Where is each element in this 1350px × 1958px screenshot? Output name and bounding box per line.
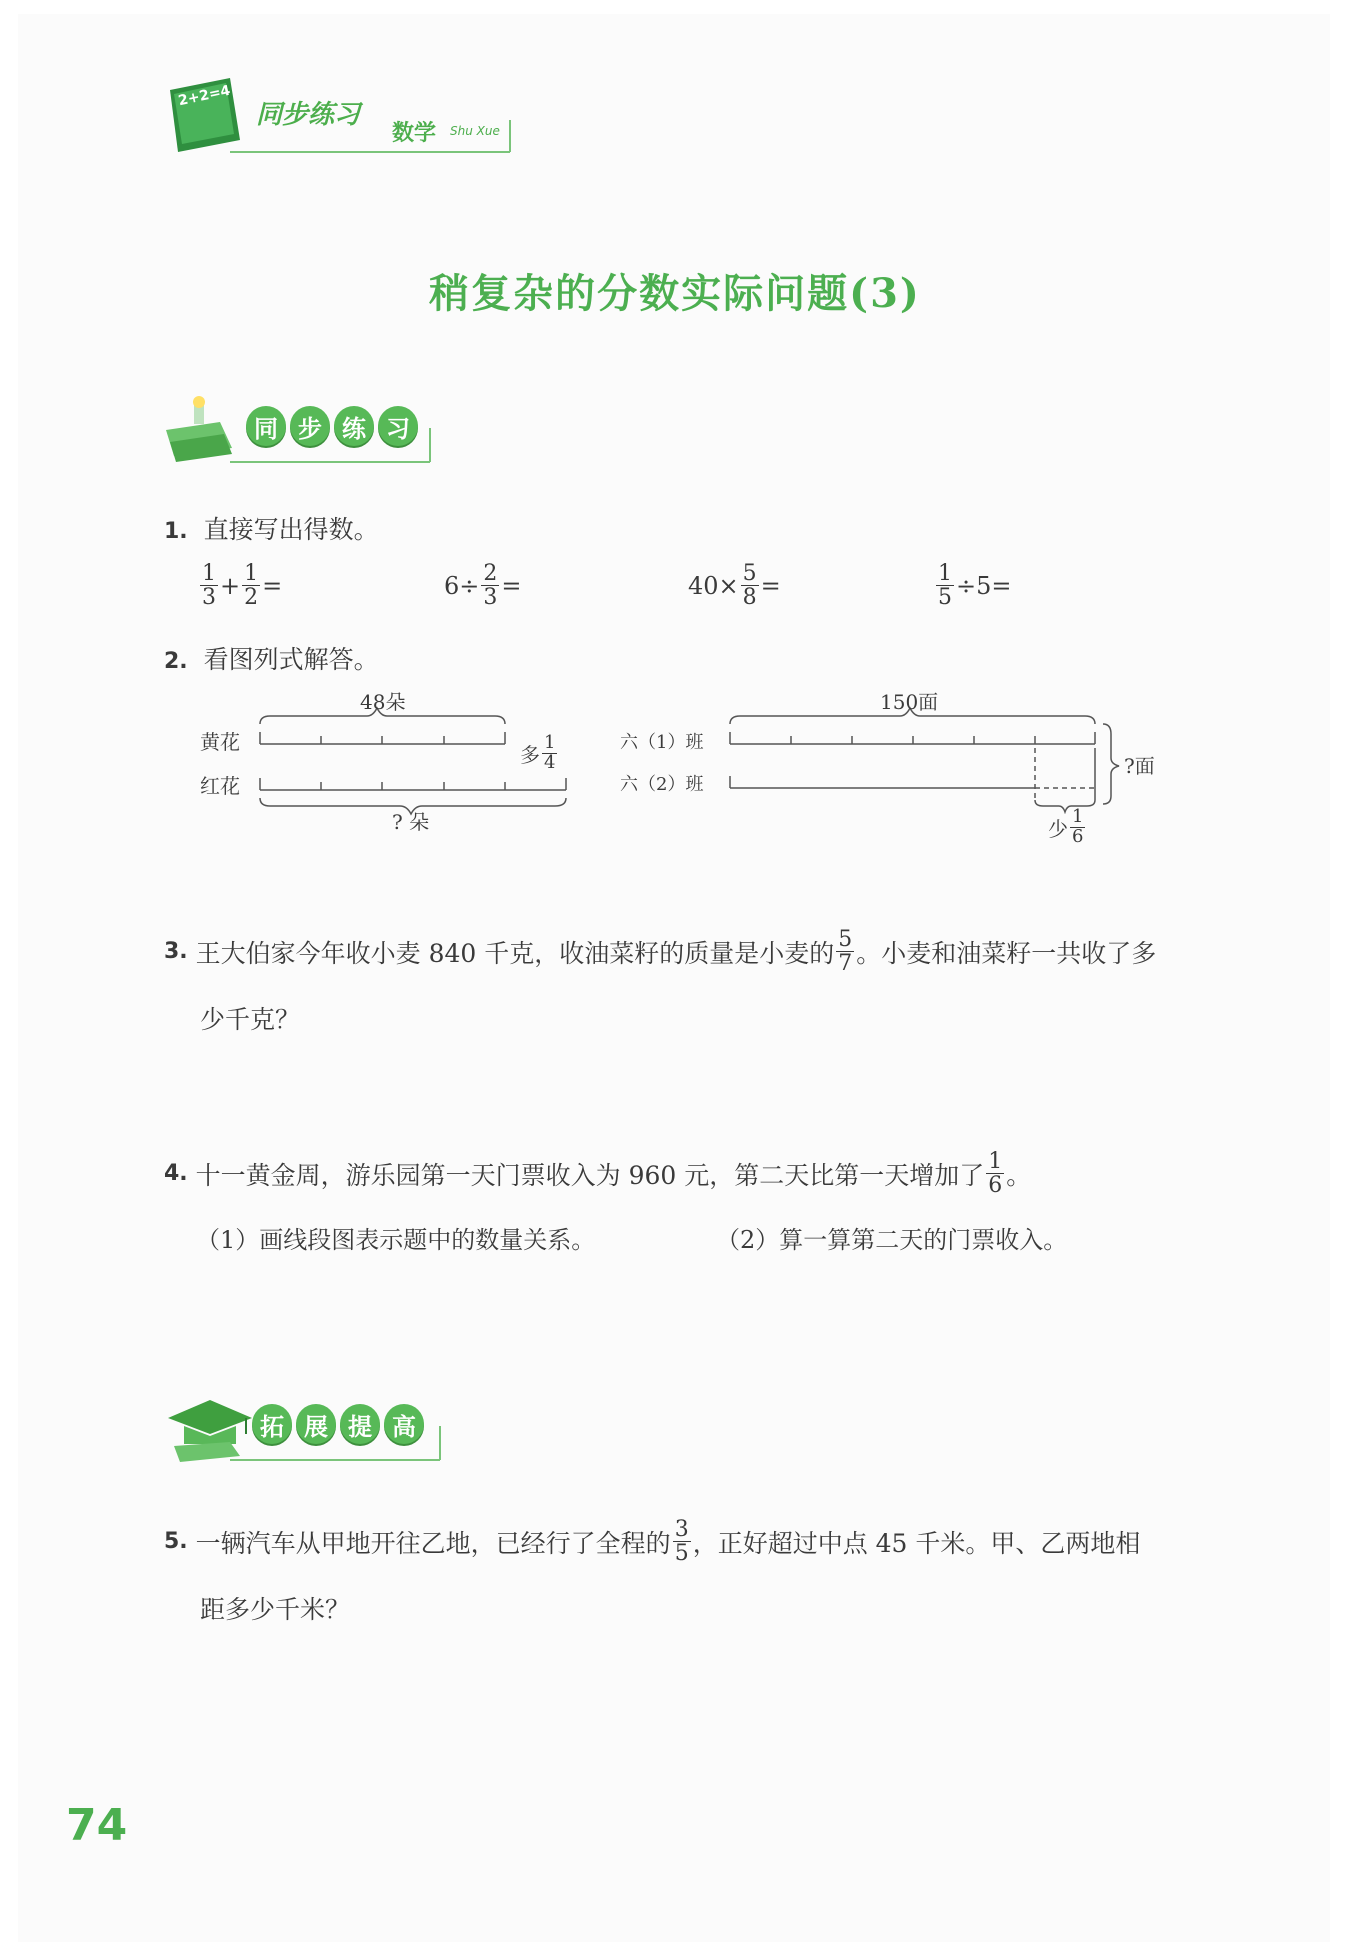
fraction-numerator: 1 <box>202 561 216 586</box>
fraction-numerator: 1 <box>244 561 259 586</box>
class2-row-label: 六（2）班 <box>620 774 704 795</box>
question-text-cont: 。小麦和油菜籽一共收了多 <box>856 938 1157 968</box>
question-2 <box>164 640 379 676</box>
calc-item-2 <box>444 562 522 609</box>
equals-sign: = <box>760 571 781 600</box>
fraction-numerator: 2 <box>483 561 498 586</box>
fraction-denominator: 6 <box>1072 825 1084 847</box>
yellow-total-label: 48朵 <box>360 690 406 714</box>
fraction-denominator: 5 <box>674 1541 689 1567</box>
header-series-title: 同步练习 <box>256 100 361 130</box>
question-text-cont: ，正好超过中点 45 千米。甲、乙两地相 <box>692 1528 1141 1558</box>
calc-item-3 <box>688 562 781 609</box>
question-5 <box>164 1518 1140 1565</box>
fraction-denominator: 7 <box>838 951 853 977</box>
fraction-numerator: 1 <box>1072 806 1084 827</box>
more-text: 多 <box>520 742 540 767</box>
fraction-numerator: 5 <box>742 561 757 586</box>
fraction-numerator: 5 <box>838 927 853 952</box>
header-subject: 数学 <box>392 121 437 146</box>
total-flags-label: ?面 <box>1124 754 1155 778</box>
operator: ÷5= <box>956 571 1012 600</box>
section2-char: 展 <box>296 1404 336 1444</box>
section-sync-practice <box>160 392 440 466</box>
question-text: 一辆汽车从甲地开往乙地，已经行了全程的 <box>195 1528 671 1558</box>
calc-item-4 <box>934 562 1012 609</box>
question-text-cont: 。 <box>1006 1160 1032 1190</box>
fraction-numerator: 1 <box>544 732 556 753</box>
question-text: 直接写出得数。 <box>203 515 379 544</box>
section1-char: 同 <box>246 406 286 446</box>
question-4-part-2: （2）算一算第二天的门票收入。 <box>716 1226 1068 1254</box>
class1-row-label: 六（1）班 <box>620 732 704 753</box>
section2-char: 提 <box>340 1404 380 1444</box>
fraction-denominator: 6 <box>988 1173 1003 1199</box>
yellow-row-label: 黄花 <box>200 730 240 754</box>
section1-char: 习 <box>378 406 418 446</box>
fraction-numerator: 1 <box>938 561 952 586</box>
question-number: 5. <box>164 1529 188 1555</box>
question-text: 王大伯家今年收小麦 840 千克，收油菜籽的质量是小麦的 <box>195 938 835 968</box>
question-3 <box>164 928 1156 975</box>
fraction-denominator: 3 <box>483 585 498 611</box>
section2-char: 高 <box>384 1404 424 1444</box>
question-5-line2: 距多少千米？ <box>200 1595 351 1624</box>
question-text: 十一黄金周，游乐园第一天门票收入为 960 元，第二天比第一天增加了 <box>195 1160 985 1190</box>
less-text: 少 <box>1048 816 1068 841</box>
question-1 <box>164 510 379 546</box>
question-number: 4. <box>164 1161 188 1187</box>
section1-char: 练 <box>334 406 374 446</box>
operator: + <box>220 571 241 600</box>
expression-prefix: 6÷ <box>444 571 480 600</box>
section2-char: 拓 <box>252 1404 292 1444</box>
section-extension <box>160 1390 450 1464</box>
equals-sign: = <box>262 571 283 600</box>
fraction-denominator: 8 <box>742 585 757 611</box>
fraction-numerator: 3 <box>674 1517 689 1542</box>
page-number: 74 <box>66 1800 128 1851</box>
question-4-part-1: （1）画线段图表示题中的数量关系。 <box>196 1226 596 1254</box>
question-number: 3. <box>164 939 188 965</box>
equals-sign: = <box>501 571 522 600</box>
question-number: 2. <box>164 649 188 674</box>
question-3-line2: 少千克？ <box>200 1005 301 1034</box>
question-number: 1. <box>164 519 188 544</box>
page-title: 稍复杂的分数实际问题(3) <box>429 270 921 317</box>
fraction-denominator: 3 <box>202 585 216 611</box>
red-row-label: 红花 <box>200 774 240 798</box>
less-fraction-label <box>1048 808 1087 847</box>
more-fraction-label <box>520 734 559 773</box>
calc-item-1 <box>198 562 282 609</box>
header-logo-text: 2+2=4 <box>176 82 232 110</box>
question-text: 看图列式解答。 <box>203 645 379 674</box>
header-pinyin: Shu Xue <box>450 124 500 138</box>
class1-total-label: 150面 <box>880 690 939 714</box>
fraction-denominator: 4 <box>544 751 556 773</box>
expression-prefix: 40× <box>688 571 739 600</box>
fraction-numerator: 1 <box>988 1149 1003 1174</box>
flag-line-diagram <box>725 704 1125 814</box>
fraction-denominator: 5 <box>938 585 952 611</box>
red-total-label: ? 朵 <box>392 810 430 834</box>
question-4 <box>164 1150 1031 1197</box>
fraction-denominator: 2 <box>244 585 259 611</box>
section1-char: 步 <box>290 406 330 446</box>
